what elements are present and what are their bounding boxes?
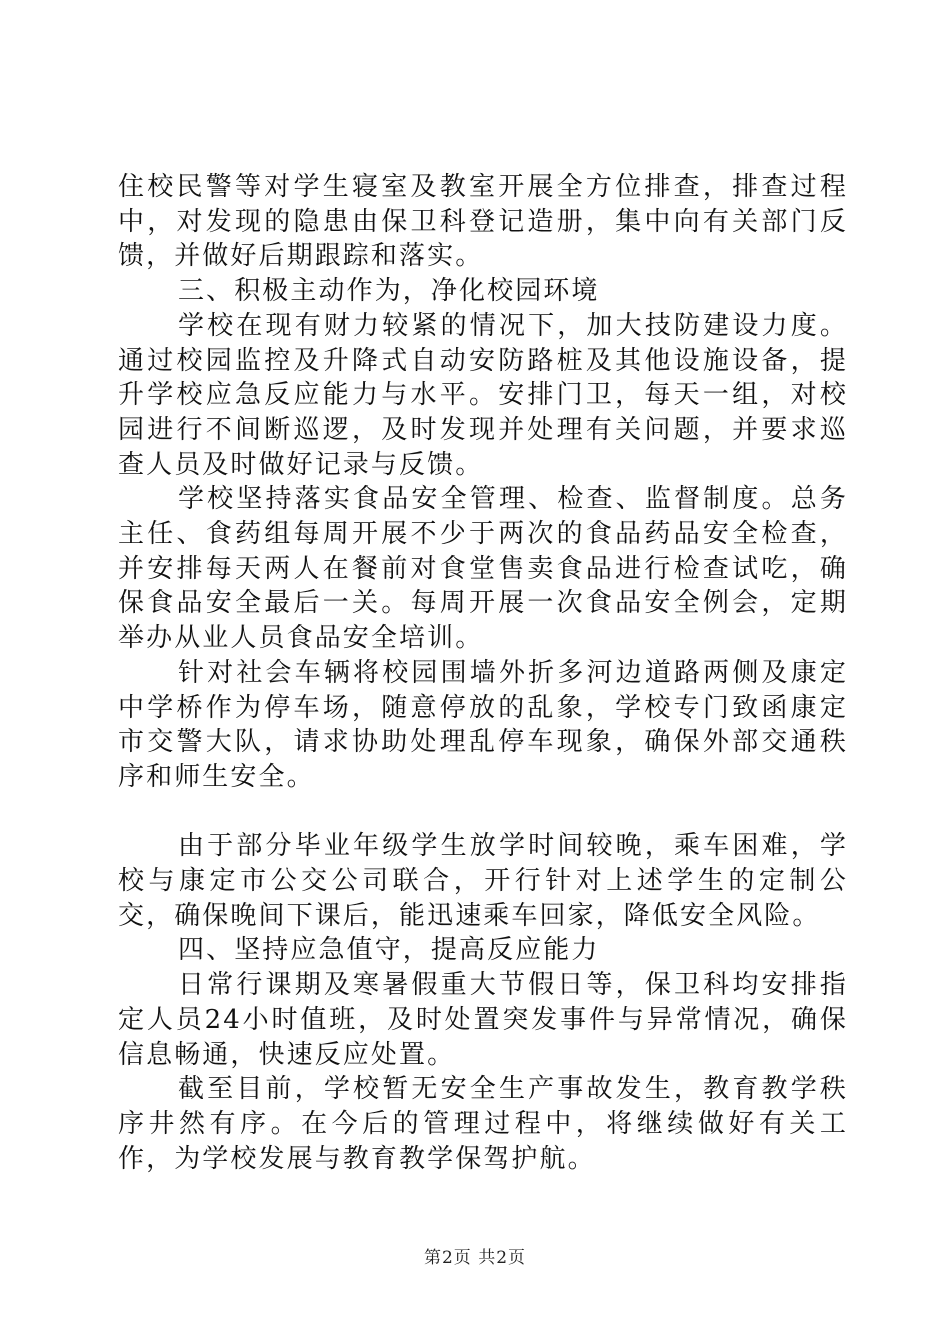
page-number-footer: 第2页 共2页 — [423, 1248, 527, 1268]
paragraph-duty: 日常行课期及寒暑假重大节假日等，保卫科均安排指定人员24小时值班，及时处置突发事件与异常情况，确保信息畅通，快速反应处置。 — [118, 970, 848, 1070]
paragraph-continued: 住校民警等对学生寝室及教室开展全方位排查，排查过程中，对发现的隐患由保卫科登记造册，集中向有关部门反馈，并做好后期跟踪和落实。 — [118, 172, 848, 272]
section-heading-3: 三、积极主动作为，净化校园环境 — [178, 276, 600, 307]
paragraph-bus: 由于部分毕业年级学生放学时间较晚，乘车困难，学校与康定市公交公司联合，开行针对上述学生的定制公交，确保晚间下课后，能迅速乘车回家，降低安全风险。 — [118, 831, 848, 931]
paragraph-food-safety: 学校坚持落实食品安全管理、检查、监督制度。总务主任、食药组每周开展不少于两次的食品药品安全检查，并安排每天两人在餐前对食堂售卖食品进行检查试吃，确保食品安全最后一关。每周开展一次食品安全例会，定期举办从业人员食品安全培训。 — [118, 484, 848, 654]
paragraph-conclusion: 截至目前，学校暂无安全生产事故发生，教育教学秩序井然有序。在今后的管理过程中，将继续做好有关工作，为学校发展与教育教学保驾护航。 — [118, 1074, 848, 1174]
paragraph-tech-security: 学校在现有财力较紧的情况下，加大技防建设力度。通过校园监控及升降式自动安防路桩及其他设施设备，提升学校应急反应能力与水平。安排门卫，每天一组，对校园进行不间断巡逻，及时发现并处理有关问题，并要求巡查人员及时做好记录与反馈。 — [118, 310, 848, 480]
paragraph-gap — [118, 795, 848, 830]
paragraph-parking: 针对社会车辆将校园围墙外折多河边道路两侧及康定中学桥作为停车场，随意停放的乱象，学校专门致函康定市交警大队，请求协助处理乱停车现象，确保外部交通秩序和师生安全。 — [118, 657, 848, 792]
section-heading-4: 四、坚持应急值守，提高反应能力 — [178, 935, 600, 966]
document-body — [118, 170, 848, 1176]
